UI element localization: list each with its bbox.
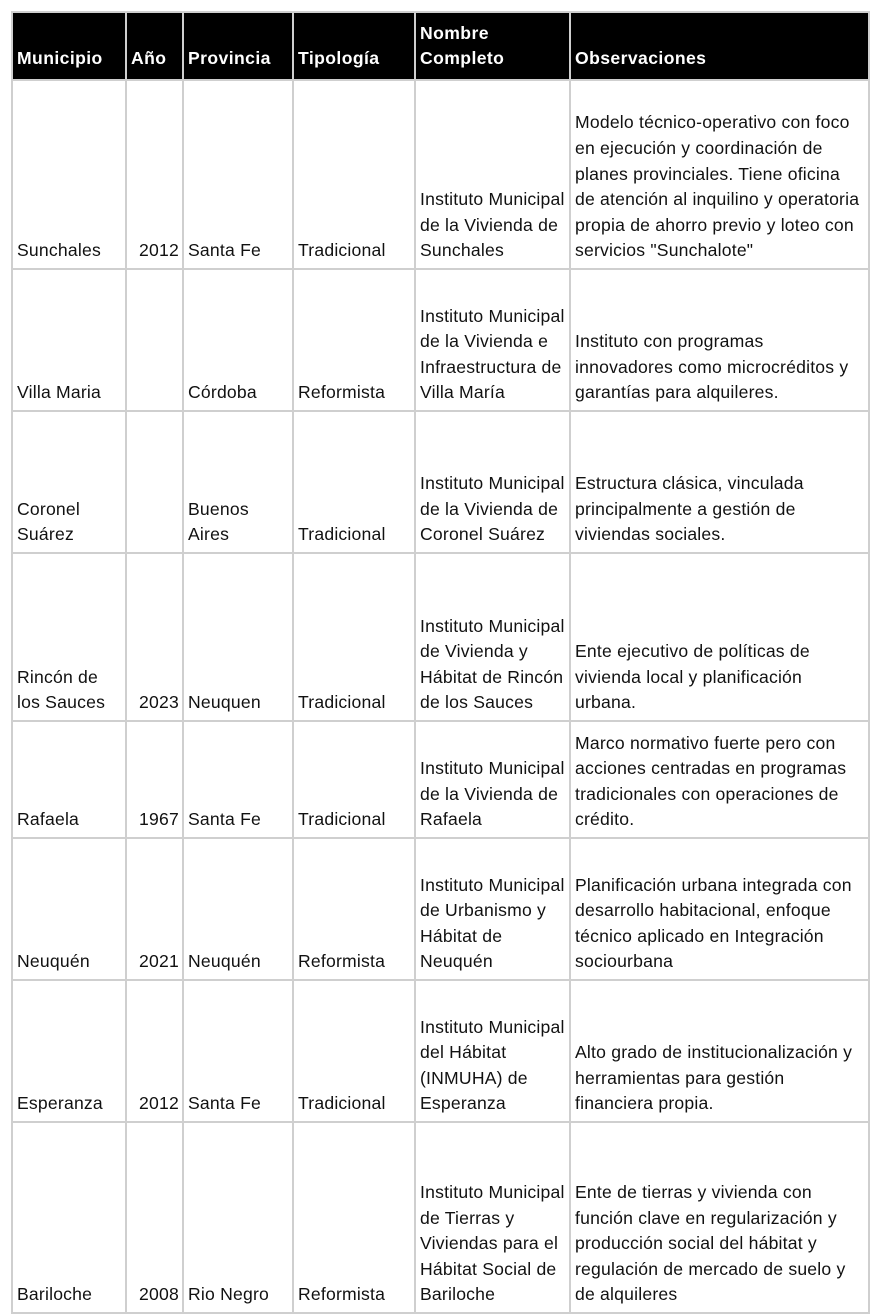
cell-observaciones: Ente de tierras y vivienda con función clave en regularización y producción social del hábitat y regulación de mercado de suelo y de alquileres (570, 1122, 869, 1313)
cell-anio: 2021 (126, 838, 183, 980)
cell-municipio: Coronel Suárez (12, 411, 126, 553)
cell-provincia: Neuquén (183, 838, 293, 980)
cell-observaciones: Instituto con programas innovadores como microcréditos y garantías para alquileres. (570, 269, 869, 411)
cell-observaciones: Alto grado de institucionalización y herramientas para gestión financiera propia. (570, 980, 869, 1122)
cell-anio: 1967 (126, 721, 183, 838)
cell-provincia: Buenos Aires (183, 411, 293, 553)
cell-nombre-completo: Instituto Municipal de la Vivienda e Infraestructura de Villa María (415, 269, 570, 411)
cell-nombre-completo: Instituto Municipal de la Vivienda de Rafaela (415, 721, 570, 838)
cell-municipio: Villa Maria (12, 269, 126, 411)
table-row (12, 553, 869, 721)
header-municipio: Municipio (12, 12, 126, 80)
cell-provincia: Neuquen (183, 553, 293, 721)
table-row (12, 980, 869, 1122)
cell-nombre-completo: Instituto Municipal del Hábitat (INMUHA) de Esperanza (415, 980, 570, 1122)
municipal-housing-institutes-table (11, 11, 870, 1314)
cell-anio (126, 269, 183, 411)
cell-nombre-completo: Instituto Municipal de Vivienda y Hábitat de Rincón de los Sauces (415, 553, 570, 721)
table-row (12, 721, 869, 838)
header-row (12, 12, 869, 80)
cell-observaciones: Ente ejecutivo de políticas de vivienda local y planificación urbana. (570, 553, 869, 721)
cell-observaciones: Marco normativo fuerte pero con acciones centradas en programas tradicionales con operaciones de crédito. (570, 721, 869, 838)
cell-anio (126, 411, 183, 553)
table-row (12, 1122, 869, 1313)
cell-provincia: Santa Fe (183, 80, 293, 269)
cell-anio: 2012 (126, 80, 183, 269)
cell-tipologia: Reformista (293, 1122, 415, 1313)
cell-observaciones: Modelo técnico-operativo con foco en ejecución y coordinación de planes provinciales. Tiene oficina de atención al inquilino y operatoria propia de ahorro previo y loteo con servicios "Sunchalote" (570, 80, 869, 269)
cell-nombre-completo: Instituto Municipal de Tierras y Viviendas para el Hábitat Social de Bariloche (415, 1122, 570, 1313)
cell-tipologia: Reformista (293, 269, 415, 411)
cell-nombre-completo: Instituto Municipal de la Vivienda de Coronel Suárez (415, 411, 570, 553)
cell-anio: 2023 (126, 553, 183, 721)
cell-municipio: Neuquén (12, 838, 126, 980)
cell-nombre-completo: Instituto Municipal de Urbanismo y Hábitat de Neuquén (415, 838, 570, 980)
cell-provincia: Santa Fe (183, 980, 293, 1122)
table-body (12, 80, 869, 1313)
cell-observaciones: Estructura clásica, vinculada principalmente a gestión de viviendas sociales. (570, 411, 869, 553)
header-anio: Año (126, 12, 183, 80)
cell-municipio: Sunchales (12, 80, 126, 269)
cell-tipologia: Tradicional (293, 411, 415, 553)
table-row (12, 80, 869, 269)
header-provincia: Provincia (183, 12, 293, 80)
cell-tipologia: Tradicional (293, 80, 415, 269)
table-header (12, 12, 869, 80)
cell-tipologia: Tradicional (293, 980, 415, 1122)
cell-observaciones: Planificación urbana integrada con desarrollo habitacional, enfoque técnico aplicado en Integración sociourbana (570, 838, 869, 980)
table-row (12, 838, 869, 980)
header-tipologia: Tipología (293, 12, 415, 80)
cell-anio: 2012 (126, 980, 183, 1122)
cell-provincia: Santa Fe (183, 721, 293, 838)
cell-tipologia: Reformista (293, 838, 415, 980)
cell-municipio: Rincón de los Sauces (12, 553, 126, 721)
cell-tipologia: Tradicional (293, 721, 415, 838)
cell-municipio: Bariloche (12, 1122, 126, 1313)
table-row (12, 269, 869, 411)
cell-municipio: Esperanza (12, 980, 126, 1122)
header-observaciones: Observaciones (570, 12, 869, 80)
cell-nombre-completo: Instituto Municipal de la Vivienda de Sunchales (415, 80, 570, 269)
cell-provincia: Rio Negro (183, 1122, 293, 1313)
cell-municipio: Rafaela (12, 721, 126, 838)
table-row (12, 411, 869, 553)
cell-tipologia: Tradicional (293, 553, 415, 721)
header-nombre-completo: Nombre Completo (415, 12, 570, 80)
cell-anio: 2008 (126, 1122, 183, 1313)
cell-provincia: Córdoba (183, 269, 293, 411)
